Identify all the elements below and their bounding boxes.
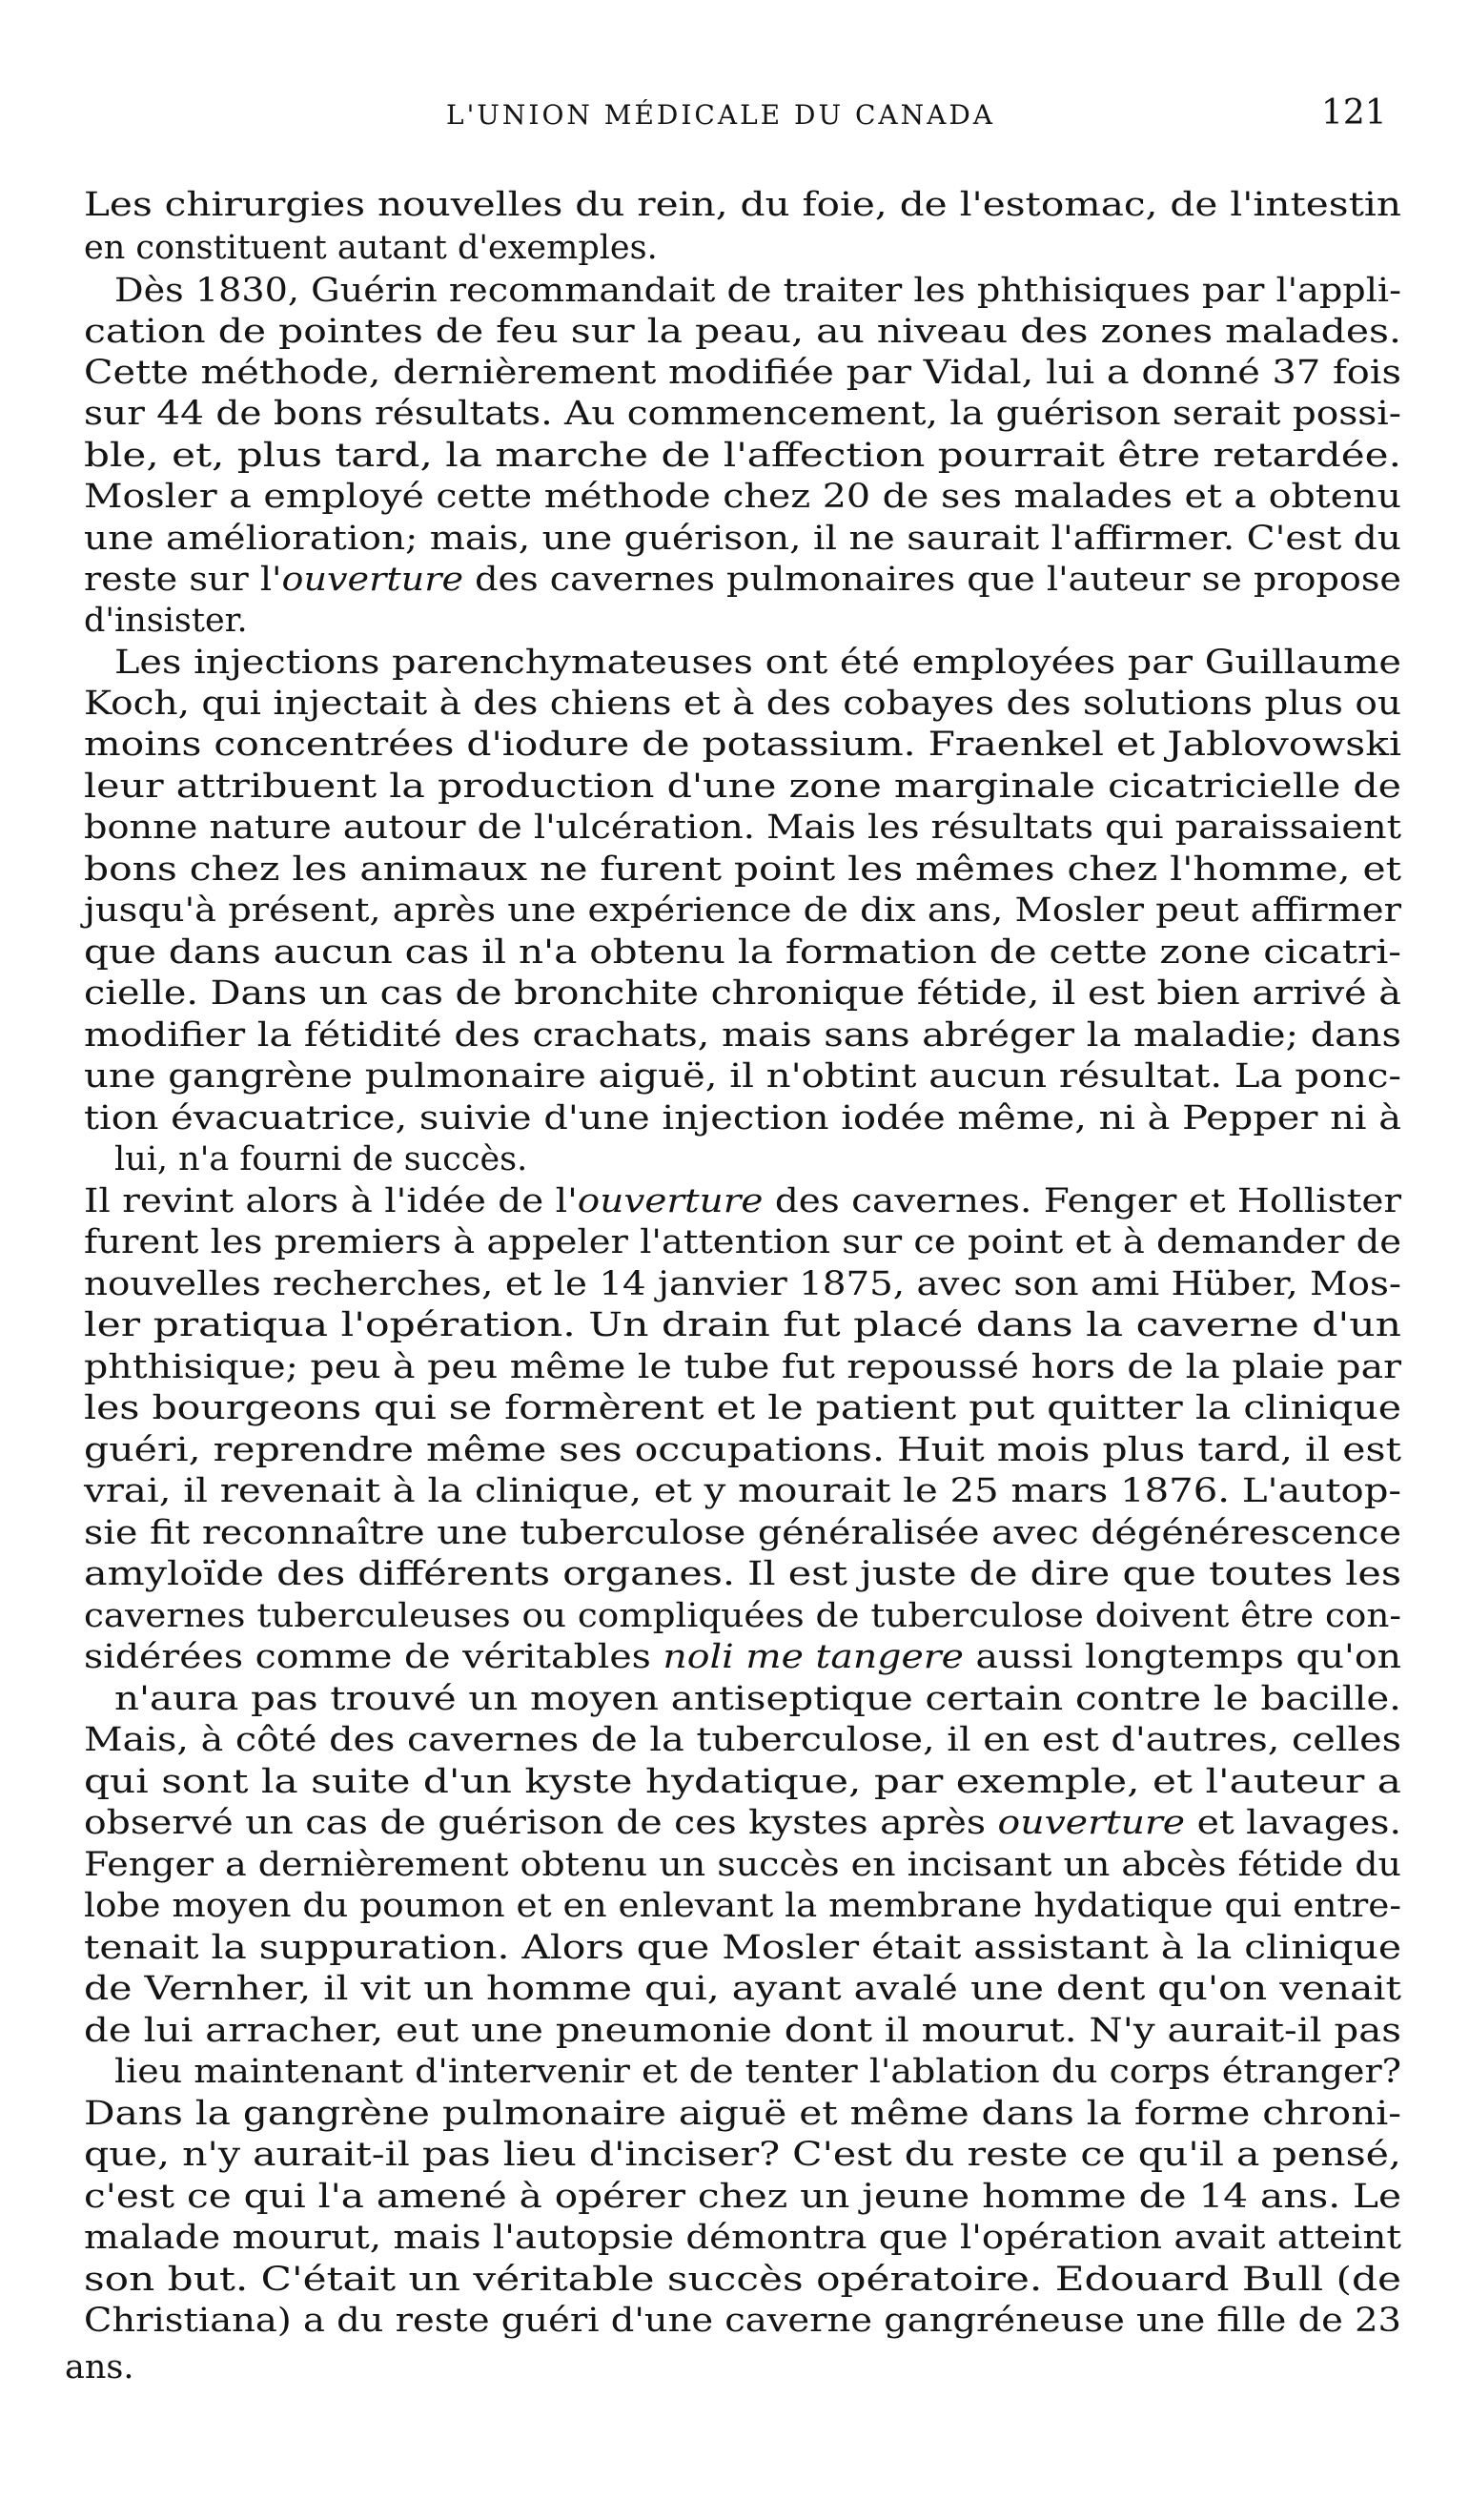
- text-line: observé un cas de guérison de ces kystes après ouverture et lavages.: [84, 1804, 1401, 1842]
- text-line: modifier la fétidité des crachats, mais sans abréger la maladie; dans: [84, 1016, 1401, 1055]
- text-line: malade mourut, mais l'autopsie démontra que l'opération avait atteint: [84, 2219, 1401, 2257]
- text-line: vrai, il revenait à la clinique, et y mourait le 25 mars 1876. L'autop-: [84, 1472, 1401, 1510]
- text-line: tion évacuatrice, suivie d'une injection iodée même, ni à Pepper ni à: [84, 1099, 1401, 1137]
- text-line: ler pratiqua l'opération. Un drain fut placé dans la caverne d'un: [84, 1306, 1401, 1344]
- text-line: reste sur l'ouverture des cavernes pulmonaires que l'auteur se propose: [84, 561, 1402, 599]
- text-line: moins concentrées d'iodure de potassium. Fraenkel et Jablovowski: [84, 726, 1401, 764]
- text-line: Les chirurgies nouvelles du rein, du foie, de l'estomac, de l'intestin: [84, 186, 1401, 224]
- text-line: Les injections parenchymateuses ont été employées par Guillaume: [114, 644, 1401, 682]
- text-line: n'aura pas trouvé un moyen antiseptique certain contre le bacille.: [114, 1680, 1401, 1718]
- text-line: Fenger a dernièrement obtenu un succès en incisant un abcès fétide du: [84, 1846, 1401, 1884]
- text-line: Il revint alors à l'idée de l'ouverture des cavernes. Fenger et Hollister: [84, 1182, 1401, 1220]
- text-line: Mosler a employé cette méthode chez 20 de ses malades et a obtenu: [84, 478, 1401, 516]
- text-line: furent les premiers à appeler l'attention sur ce point et à demander de: [84, 1223, 1402, 1261]
- text-line: sidérées comme de véritables noli me tangere aussi longtemps qu'on: [84, 1638, 1401, 1676]
- text-line: nouvelles recherches, et le 14 janvier 1875, avec son ami Hüber, Mos-: [84, 1265, 1401, 1303]
- text-line: qui sont la suite d'un kyste hydatique, par exemple, et l'auteur a: [84, 1763, 1401, 1801]
- text-line: Dès 1830, Guérin recommandait de traiter les phthisiques par l'appli-: [114, 272, 1401, 310]
- text-line: Christiana) a du reste guéri d'une caverne gangréneuse une fille de 23: [84, 2302, 1401, 2340]
- text-line: leur attribuent la production d'une zone marginale cicatricielle de: [84, 768, 1401, 806]
- text-line: Koch, qui injectait à des chiens et à des cobayes des solutions plus ou: [84, 685, 1401, 723]
- text-line: une gangrène pulmonaire aiguë, il n'obtint aucun résultat. La ponc-: [84, 1057, 1401, 1096]
- text-line: son but. C'était un véritable succès opératoire. Edouard Bull (de: [84, 2261, 1401, 2299]
- text-line: que dans aucun cas il n'a obtenu la formation de cette zone cicatri-: [84, 933, 1401, 972]
- italic-phrase: ouverture: [997, 1804, 1186, 1842]
- text-line: une amélioration; mais, une guérison, il ne saurait l'affirmer. C'est du: [84, 520, 1401, 558]
- text-line: amyloïde des différents organes. Il est juste de dire que toutes les: [84, 1555, 1402, 1593]
- text-line: Dans la gangrène pulmonaire aiguë et même dans la forme chroni-: [84, 2095, 1401, 2133]
- text-line: cielle. Dans un cas de bronchite chronique fétide, il est bien arrivé à: [84, 974, 1401, 1013]
- text-line: Mais, à côté des cavernes de la tuberculose, il en est d'autres, celles: [84, 1721, 1401, 1759]
- text-line: cation de pointes de feu sur la peau, au niveau des zones malades.: [84, 313, 1401, 351]
- text-line: ans.: [65, 2348, 134, 2387]
- text-line: que, n'y aurait-il pas lieu d'inciser? C'est du reste ce qu'il a pensé,: [84, 2136, 1401, 2174]
- italic-phrase: ouverture: [281, 561, 464, 599]
- text-line: lobe moyen du poumon et en enlevant la membrane hydatique qui entre-: [84, 1887, 1401, 1925]
- italic-phrase: ouverture: [577, 1182, 764, 1220]
- text-line: c'est ce qui l'a amené à opérer chez un jeune homme de 14 ans. Le: [84, 2178, 1401, 2216]
- text-line: cavernes tuberculeuses ou compliquées de tuberculose doivent être con-: [84, 1597, 1401, 1635]
- running-title: L'UNION MÉDICALE DU CANADA: [446, 99, 995, 131]
- italic-phrase: noli me tangere: [663, 1638, 964, 1676]
- text-line: Cette méthode, dernièrement modifiée par Vidal, lui a donné 37 fois: [84, 354, 1401, 392]
- page-number: 121: [1321, 93, 1387, 133]
- text-line: phthisique; peu à peu même le tube fut repoussé hors de la plaie par: [84, 1348, 1401, 1386]
- text-line: guéri, reprendre même ses occupations. Huit mois plus tard, il est: [84, 1431, 1401, 1469]
- text-line: de lui arracher, eut une pneumonie dont il mourut. N'y aurait-il pas: [84, 2012, 1401, 2050]
- text-line: sie fit reconnaître une tuberculose généralisée avec dégénérescence: [84, 1514, 1401, 1552]
- text-line: lui, n'a fourni de succès.: [114, 1140, 528, 1178]
- text-line: jusqu'à présent, après une expérience de dix ans, Mosler peut affirmer: [84, 891, 1401, 930]
- text-line: les bourgeons qui se formèrent et le patient put quitter la clinique: [84, 1389, 1401, 1427]
- text-line: ble, et, plus tard, la marche de l'affection pourrait être retardée.: [84, 437, 1401, 475]
- text-line: tenait la suppuration. Alors que Mosler était assistant à la clinique: [84, 1929, 1401, 1967]
- text-line: de Vernher, il vit un homme qui, ayant avalé une dent qu'on venait: [84, 1970, 1401, 2008]
- text-line: d'insister.: [84, 602, 248, 640]
- text-line: sur 44 de bons résultats. Au commencement, la guérison serait possi-: [84, 395, 1401, 433]
- text-line: lieu maintenant d'intervenir et de tenter l'ablation du corps étranger?: [114, 2053, 1401, 2091]
- text-line: bonne nature autour de l'ulcération. Mais les résultats qui paraissaient: [84, 809, 1401, 847]
- text-line: en constituent autant d'exemples.: [84, 229, 658, 267]
- text-line: bons chez les animaux ne furent point les mêmes chez l'homme, et: [84, 850, 1401, 889]
